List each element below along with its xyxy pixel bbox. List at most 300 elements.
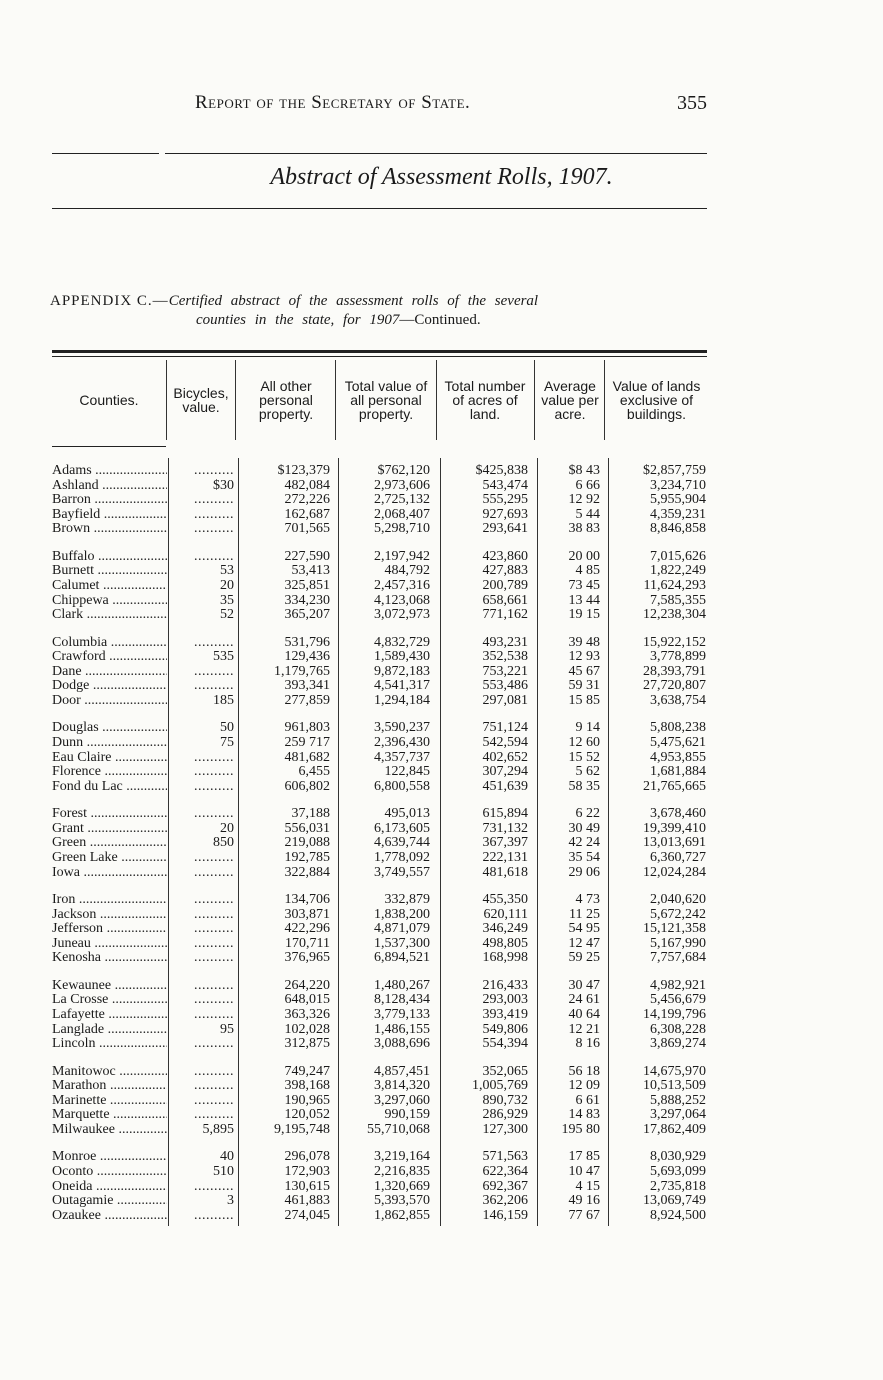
column-header-land-value: Value of lands exclusive of buildings. <box>612 378 701 422</box>
other-personal-value: 259 717 <box>284 735 330 750</box>
county-name: Milwaukee ..... <box>52 1123 167 1137</box>
bicycles-value <box>168 866 234 880</box>
table-row <box>0 1008 883 1022</box>
county-name: Grant ..... <box>52 822 167 836</box>
other-personal-value: 481,682 <box>284 749 330 765</box>
other-personal-value: 531,796 <box>284 634 330 650</box>
total-personal-value: 5,393,570 <box>374 1193 430 1209</box>
table-row <box>0 694 883 708</box>
table-row <box>0 1094 883 1108</box>
total-acres: 168,998 <box>482 950 528 966</box>
bicycles-value <box>168 893 234 907</box>
column-divider-6 <box>604 360 605 440</box>
table-row <box>0 780 883 794</box>
bicycles-value <box>168 636 234 650</box>
average-per-acre: 195 80 <box>561 1122 600 1137</box>
other-personal-value: 365,207 <box>284 607 330 623</box>
bicycles-value <box>168 1008 234 1022</box>
total-acres: 927,693 <box>482 506 528 522</box>
bicycles-value: 510 <box>213 1164 234 1179</box>
bicycles-value: 3 <box>227 1193 234 1209</box>
land-value: 5,888,252 <box>650 1092 706 1108</box>
other-personal-value: 120,052 <box>284 1107 330 1123</box>
total-personal-value: 4,357,737 <box>374 749 430 765</box>
bicycles-value: 75 <box>220 735 234 750</box>
table-row <box>0 822 883 836</box>
average-per-acre: 59 31 <box>568 678 600 694</box>
other-personal-value: 102,028 <box>284 1021 330 1037</box>
average-per-acre: 5 44 <box>575 506 600 522</box>
county-name: Brown ..... <box>52 522 167 536</box>
county-name: Iron ..... <box>52 893 167 907</box>
average-per-acre: 42 24 <box>568 835 600 851</box>
total-personal-value: 990,159 <box>384 1107 430 1123</box>
county-name: Lincoln ..... <box>52 1037 167 1051</box>
county-name: Green Lake ..... <box>52 851 167 865</box>
total-acres: 200,789 <box>482 578 528 593</box>
total-personal-value: 1,320,669 <box>374 1178 430 1194</box>
table-row <box>0 679 883 693</box>
table-row <box>0 993 883 1007</box>
average-per-acre: 12 60 <box>568 735 600 750</box>
average-per-acre: 14 83 <box>568 1107 600 1123</box>
total-acres: 751,124 <box>482 720 528 736</box>
land-value: 5,808,238 <box>650 720 706 736</box>
county-name: Crawford ..... <box>52 650 167 664</box>
other-personal-value: 303,871 <box>284 906 330 922</box>
column-header-average: Average value per acre. <box>541 378 599 422</box>
bicycles-value <box>168 765 234 779</box>
other-personal-value: 296,078 <box>284 1149 330 1165</box>
bicycles-value <box>168 508 234 522</box>
other-personal-value: 325,851 <box>284 578 330 593</box>
section-title: Abstract of Assessment Rolls, 1907. <box>270 164 613 190</box>
bicycles-value <box>168 1037 234 1051</box>
bicycles-value <box>168 550 234 564</box>
table-row <box>0 522 883 536</box>
total-acres: 297,081 <box>482 693 528 708</box>
total-acres: 622,364 <box>482 1164 528 1179</box>
land-value: 4,953,855 <box>650 749 706 765</box>
total-personal-value: 4,832,729 <box>374 634 430 650</box>
county-name: Dane ..... <box>52 665 167 679</box>
other-personal-value: 172,903 <box>284 1164 330 1179</box>
land-value: 3,234,710 <box>650 477 706 493</box>
land-value: 7,015,626 <box>650 548 706 564</box>
total-acres: 222,131 <box>482 850 528 865</box>
total-acres: $425,838 <box>475 463 528 478</box>
average-per-acre: 6 22 <box>575 806 600 822</box>
total-acres: 542,594 <box>482 735 528 750</box>
average-per-acre: 77 67 <box>568 1207 600 1223</box>
total-acres: 293,641 <box>482 521 528 537</box>
county-name: Clark ..... <box>52 608 167 622</box>
column-divider-1 <box>166 360 167 440</box>
county-name: La Crosse ..... <box>52 993 167 1007</box>
table-row <box>0 1209 883 1223</box>
total-personal-value: 2,396,430 <box>374 735 430 750</box>
other-personal-value: 162,687 <box>284 506 330 522</box>
column-header-bicycles: Bicycles, value. <box>173 385 229 415</box>
land-value: 6,360,727 <box>650 850 706 865</box>
average-per-acre: 12 93 <box>568 649 600 665</box>
total-personal-value: 484,792 <box>384 563 430 579</box>
total-personal-value: 2,973,606 <box>374 477 430 493</box>
county-name: Douglas ..... <box>52 721 167 735</box>
average-per-acre: 19 15 <box>568 607 600 623</box>
county-name: Buffalo ..... <box>52 550 167 564</box>
total-personal-value: 1,778,092 <box>374 850 430 865</box>
bicycles-value: 52 <box>220 607 234 623</box>
bicycles-value <box>168 464 234 478</box>
bicycles-value <box>168 780 234 794</box>
caption-continued: —Continued. <box>399 312 481 328</box>
county-name: Monroe ..... <box>52 1150 167 1164</box>
total-acres: 451,639 <box>482 778 528 794</box>
county-name: Dunn ..... <box>52 736 167 750</box>
total-personal-value: 4,541,317 <box>374 678 430 694</box>
total-acres: 427,883 <box>482 563 528 579</box>
bicycles-value: 535 <box>213 649 234 665</box>
table-row <box>0 922 883 936</box>
average-per-acre: 38 83 <box>568 521 600 537</box>
land-value: 17,862,409 <box>643 1122 706 1137</box>
other-personal-value: 170,711 <box>285 935 330 951</box>
average-per-acre: 39 48 <box>568 634 600 650</box>
average-per-acre: $8 43 <box>568 463 600 478</box>
average-per-acre: 4 15 <box>575 1178 600 1194</box>
total-acres: 346,249 <box>482 921 528 937</box>
land-value: 8,030,929 <box>650 1149 706 1165</box>
total-personal-value: 122,845 <box>384 764 430 780</box>
table-row <box>0 937 883 951</box>
table-row <box>0 836 883 850</box>
county-name: Marinette ..... <box>52 1094 167 1108</box>
county-name: Barron ..... <box>52 493 167 507</box>
table-row <box>0 765 883 779</box>
total-acres: 455,350 <box>482 892 528 907</box>
total-acres: 293,003 <box>482 992 528 1008</box>
average-per-acre: 54 95 <box>568 921 600 937</box>
county-name: Jefferson ..... <box>52 922 167 936</box>
bicycles-value <box>168 1108 234 1122</box>
table-row <box>0 1194 883 1208</box>
caption-lead: APPENDIX C.— <box>50 293 169 309</box>
land-value: 14,199,796 <box>643 1007 706 1022</box>
county-name: Door ..... <box>52 694 167 708</box>
table-row <box>0 1150 883 1164</box>
total-personal-value: 3,779,133 <box>374 1007 430 1022</box>
bicycles-value <box>168 937 234 951</box>
total-acres: 555,295 <box>482 492 528 508</box>
column-divider-2 <box>235 360 236 440</box>
county-name: Jackson ..... <box>52 908 167 922</box>
total-acres: 307,294 <box>482 764 528 780</box>
bicycles-value: 850 <box>213 835 234 851</box>
other-personal-value: 53,413 <box>291 563 330 579</box>
total-personal-value: 2,457,316 <box>374 578 430 593</box>
other-personal-value: 264,220 <box>284 977 330 993</box>
bicycles-value: $30 <box>213 477 234 493</box>
total-acres: 571,563 <box>482 1149 528 1165</box>
table-row <box>0 1165 883 1179</box>
average-per-acre: 6 61 <box>575 1092 600 1108</box>
land-value: 15,922,152 <box>643 634 706 650</box>
total-personal-value: 1,486,155 <box>374 1021 430 1037</box>
land-value: 28,393,791 <box>643 663 706 679</box>
average-per-acre: 59 25 <box>568 950 600 966</box>
average-per-acre: 12 47 <box>568 935 600 951</box>
table-row <box>0 608 883 622</box>
table-row <box>0 464 883 478</box>
table-row <box>0 1079 883 1093</box>
other-personal-value: 701,565 <box>284 521 330 537</box>
total-personal-value: 6,173,605 <box>374 820 430 836</box>
county-name: Calumet ..... <box>52 579 167 593</box>
bicycles-value: 50 <box>220 720 234 736</box>
running-head-title: Report of the Secretary of State. <box>195 92 471 113</box>
county-name: Manitowoc ..... <box>52 1065 167 1079</box>
total-personal-value: 4,857,451 <box>374 1063 430 1079</box>
running-head <box>195 92 707 118</box>
bicycles-value <box>168 493 234 507</box>
other-personal-value: 219,088 <box>284 835 330 851</box>
county-name: Oconto ..... <box>52 1165 167 1179</box>
total-acres: 493,231 <box>482 634 528 650</box>
bicycles-value: 20 <box>220 820 234 836</box>
table-row <box>0 951 883 965</box>
total-personal-value: 8,128,434 <box>374 992 430 1008</box>
bicycles-value <box>168 979 234 993</box>
table-row <box>0 736 883 750</box>
county-name: Oneida ..... <box>52 1180 167 1194</box>
total-acres: 481,618 <box>482 864 528 880</box>
total-personal-value: 3,814,320 <box>374 1078 430 1094</box>
table-row <box>0 908 883 922</box>
total-personal-value: 3,590,237 <box>374 720 430 736</box>
total-acres: 127,300 <box>482 1122 528 1137</box>
table-row <box>0 1037 883 1051</box>
county-name: Juneau ..... <box>52 937 167 951</box>
average-per-acre: 13 44 <box>568 592 600 608</box>
total-personal-value: 1,537,300 <box>374 935 430 951</box>
average-per-acre: 45 67 <box>568 663 600 679</box>
table-row <box>0 1023 883 1037</box>
table-row <box>0 979 883 993</box>
table-row <box>0 636 883 650</box>
column-header-acres: Total number of acres of land. <box>444 378 526 422</box>
average-per-acre: 58 35 <box>568 778 600 794</box>
total-personal-value: 1,589,430 <box>374 649 430 665</box>
section-bottom-rule <box>52 208 707 209</box>
caption-line-2: counties in the state, for 1907 <box>196 312 400 328</box>
land-value: 13,069,749 <box>643 1193 706 1209</box>
land-value: 13,013,691 <box>643 835 706 851</box>
land-value: 3,638,754 <box>650 693 706 708</box>
other-personal-value: 363,326 <box>284 1007 330 1022</box>
total-personal-value: 1,838,200 <box>374 906 430 922</box>
total-personal-value: 3,088,696 <box>374 1036 430 1052</box>
land-value: 12,238,304 <box>643 607 706 623</box>
bicycles-value <box>168 951 234 965</box>
table-row <box>0 1108 883 1122</box>
land-value: 27,720,807 <box>643 678 706 694</box>
table-row <box>0 493 883 507</box>
bicycles-value <box>168 1065 234 1079</box>
other-personal-value: 749,247 <box>284 1063 330 1079</box>
table-row <box>0 1123 883 1137</box>
table-row <box>0 579 883 593</box>
average-per-acre: 9 14 <box>575 720 600 736</box>
total-acres: 402,652 <box>482 749 528 765</box>
other-personal-value: $123,379 <box>277 463 330 478</box>
bicycles-value: 40 <box>220 1149 234 1165</box>
land-value: 7,585,355 <box>650 592 706 608</box>
top-rule-short <box>52 153 159 154</box>
other-personal-value: 272,226 <box>284 492 330 508</box>
county-name: Ashland ..... <box>52 479 167 493</box>
table-row <box>0 508 883 522</box>
table-top-rule-thin <box>52 356 707 357</box>
total-acres: 658,661 <box>482 592 528 608</box>
other-personal-value: 6,455 <box>298 764 330 780</box>
land-value: 12,024,284 <box>643 864 706 880</box>
other-personal-value: 190,965 <box>284 1092 330 1108</box>
top-rule-long <box>165 153 707 154</box>
total-acres: 890,732 <box>482 1092 528 1108</box>
caption-line-1: Certified abstract of the assessment rolls of the several <box>168 293 539 309</box>
county-name: Adams ..... <box>52 464 167 478</box>
bicycles-value: 20 <box>220 578 234 593</box>
page-number: 355 <box>677 92 707 114</box>
county-name: Marathon ..... <box>52 1079 167 1093</box>
bicycles-value: 5,895 <box>202 1122 234 1137</box>
total-acres: 554,394 <box>482 1036 528 1052</box>
total-acres: 553,486 <box>482 678 528 694</box>
county-name: Ozaukee ..... <box>52 1209 167 1223</box>
table-caption <box>50 292 705 330</box>
other-personal-value: 9,195,748 <box>274 1122 330 1137</box>
total-acres: 549,806 <box>482 1021 528 1037</box>
county-name: Burnett ..... <box>52 564 167 578</box>
other-personal-value: 961,803 <box>284 720 330 736</box>
average-per-acre: 24 61 <box>568 992 600 1008</box>
average-per-acre: 11 25 <box>569 906 600 922</box>
average-per-acre: 49 16 <box>568 1193 600 1209</box>
land-value: 14,675,970 <box>643 1063 706 1079</box>
land-value: 10,513,509 <box>643 1078 706 1094</box>
average-per-acre: 8 16 <box>575 1036 600 1052</box>
column-divider-3 <box>335 360 336 440</box>
table-row <box>0 721 883 735</box>
bicycles-value <box>168 751 234 765</box>
land-value: 5,955,904 <box>650 492 706 508</box>
total-acres: 692,367 <box>482 1178 528 1194</box>
total-personal-value: 2,197,942 <box>374 548 430 564</box>
land-value: 3,778,899 <box>650 649 706 665</box>
total-acres: 423,860 <box>482 548 528 564</box>
table-row <box>0 550 883 564</box>
county-name: Dodge ..... <box>52 679 167 693</box>
bicycles-value: 53 <box>220 563 234 579</box>
land-value: 7,757,684 <box>650 950 706 966</box>
land-value: 6,308,228 <box>650 1021 706 1037</box>
bicycles-value <box>168 1079 234 1093</box>
other-personal-value: 227,590 <box>284 548 330 564</box>
column-header-other-personal: All other personal property. <box>258 378 314 422</box>
total-acres: 498,805 <box>482 935 528 951</box>
column-divider-5 <box>534 360 535 440</box>
other-personal-value: 334,230 <box>284 592 330 608</box>
average-per-acre: 5 62 <box>575 764 600 780</box>
county-name: Green ..... <box>52 836 167 850</box>
county-name: Eau Claire ..... <box>52 751 167 765</box>
average-per-acre: 30 49 <box>568 820 600 836</box>
other-personal-value: 422,296 <box>284 921 330 937</box>
county-name: Kewaunee ..... <box>52 979 167 993</box>
other-personal-value: 134,706 <box>284 892 330 907</box>
table-row <box>0 1065 883 1079</box>
total-personal-value: 2,725,132 <box>374 492 430 508</box>
total-acres: 367,397 <box>482 835 528 851</box>
bicycles-value <box>168 1094 234 1108</box>
county-name: Kenosha ..... <box>52 951 167 965</box>
other-personal-value: 277,859 <box>284 693 330 708</box>
total-personal-value: 9,872,183 <box>374 663 430 679</box>
total-personal-value: 1,294,184 <box>374 693 430 708</box>
average-per-acre: 17 85 <box>568 1149 600 1165</box>
table-row <box>0 893 883 907</box>
total-personal-value: 2,068,407 <box>374 506 430 522</box>
table-row <box>0 807 883 821</box>
total-personal-value: 55,710,068 <box>367 1122 430 1137</box>
other-personal-value: 1,179,765 <box>274 663 330 679</box>
other-personal-value: 192,785 <box>284 850 330 865</box>
other-personal-value: 37,188 <box>291 806 330 822</box>
bicycles-value <box>168 851 234 865</box>
county-name: Bayfield ..... <box>52 508 167 522</box>
average-per-acre: 56 18 <box>568 1063 600 1079</box>
land-value: 3,869,274 <box>650 1036 706 1052</box>
total-acres: 543,474 <box>482 477 528 493</box>
table-row <box>0 665 883 679</box>
total-acres: 393,419 <box>482 1007 528 1022</box>
total-acres: 753,221 <box>482 663 528 679</box>
total-acres: 620,111 <box>483 906 528 922</box>
total-personal-value: 3,297,060 <box>374 1092 430 1108</box>
land-value: 19,399,410 <box>643 820 706 836</box>
other-personal-value: 376,965 <box>284 950 330 966</box>
table-row <box>0 751 883 765</box>
other-personal-value: 461,883 <box>284 1193 330 1209</box>
total-acres: 731,132 <box>482 820 528 836</box>
average-per-acre: 12 21 <box>568 1021 600 1037</box>
total-personal-value: $762,120 <box>377 463 430 478</box>
total-personal-value: 4,639,744 <box>374 835 430 851</box>
total-acres: 352,065 <box>482 1063 528 1079</box>
average-per-acre: 6 66 <box>575 477 600 493</box>
header-bottom-rule <box>52 446 166 447</box>
other-personal-value: 606,802 <box>284 778 330 794</box>
land-value: 4,982,921 <box>650 977 706 993</box>
bicycles-value <box>168 908 234 922</box>
total-personal-value: 1,480,267 <box>374 977 430 993</box>
average-per-acre: 20 00 <box>568 548 600 564</box>
average-per-acre: 12 92 <box>568 492 600 508</box>
total-acres: 615,894 <box>482 806 528 822</box>
total-personal-value: 6,894,521 <box>374 950 430 966</box>
land-value: 3,297,064 <box>650 1107 706 1123</box>
